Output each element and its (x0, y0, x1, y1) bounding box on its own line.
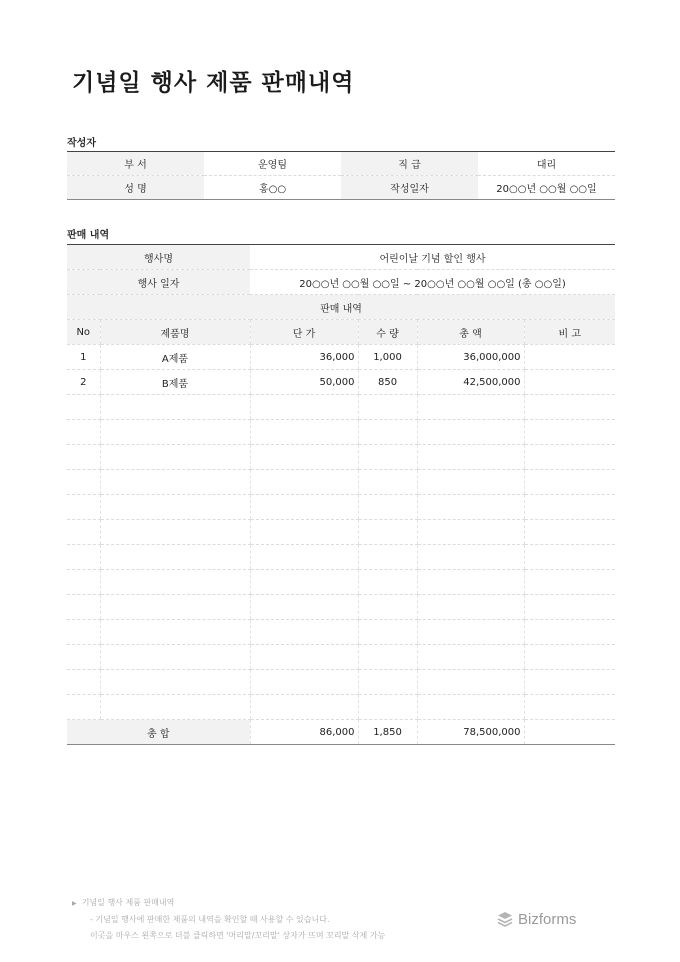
table-row (67, 670, 615, 695)
cell-unit-price (250, 445, 358, 470)
header-amount: 총 액 (417, 320, 524, 345)
cell-product (100, 570, 250, 595)
table-row (67, 620, 615, 645)
cell-note (524, 570, 615, 595)
table-row (67, 570, 615, 595)
cell-quantity (358, 520, 417, 545)
event-date-row (67, 270, 615, 295)
header-note: 비 고 (524, 320, 615, 345)
cell-product (100, 470, 250, 495)
cell-product (100, 620, 250, 645)
name-label: 성 명 (67, 176, 204, 200)
cell-amount (417, 545, 524, 570)
cell-product: B제품 (100, 370, 250, 395)
cell-product (100, 495, 250, 520)
cell-amount (417, 570, 524, 595)
cell-unit-price (250, 495, 358, 520)
cell-note (524, 420, 615, 445)
total-note (524, 720, 615, 745)
cell-product (100, 545, 250, 570)
cell-unit-price (250, 645, 358, 670)
cell-quantity (358, 695, 417, 720)
cell-amount: 42,500,000 (417, 370, 524, 395)
cell-amount (417, 445, 524, 470)
cell-no (67, 595, 100, 620)
cell-unit-price (250, 420, 358, 445)
footer-title: 기념일 행사 제품 판매내역 (81, 898, 175, 907)
header-quantity: 수 량 (358, 320, 417, 345)
cell-no (67, 645, 100, 670)
total-price: 86,000 (250, 720, 358, 745)
cell-quantity (358, 495, 417, 520)
cell-amount (417, 420, 524, 445)
cell-unit-price (250, 395, 358, 420)
cell-product (100, 645, 250, 670)
table-header-row (67, 320, 615, 345)
footer-hint: 이곳을 마우스 왼쪽으로 더블 클릭하면 '머리말/꼬리말' 상자가 뜨며 꼬리말 삭제 가능 (90, 931, 386, 940)
table-row (67, 445, 615, 470)
table-row (67, 645, 615, 670)
cell-quantity: 850 (358, 370, 417, 395)
cell-amount: 36,000,000 (417, 345, 524, 370)
cell-product (100, 395, 250, 420)
cell-quantity (358, 595, 417, 620)
cell-no (67, 695, 100, 720)
cell-note (524, 370, 615, 395)
cell-note (524, 595, 615, 620)
cell-amount (417, 645, 524, 670)
header-unit-price: 단 가 (250, 320, 358, 345)
cell-note (524, 695, 615, 720)
sales-caption: 판매 내역 (67, 295, 615, 320)
event-name-value: 어린이날 기념 할인 행사 (250, 245, 615, 270)
dept-value: 운영팀 (204, 152, 341, 176)
cell-no (67, 445, 100, 470)
cell-unit-price (250, 470, 358, 495)
cell-note (524, 395, 615, 420)
cell-product (100, 445, 250, 470)
cell-no (67, 545, 100, 570)
cell-amount (417, 470, 524, 495)
cell-note (524, 495, 615, 520)
cell-note (524, 345, 615, 370)
triangle-bullet-icon: ▶ (72, 900, 77, 907)
cell-note (524, 645, 615, 670)
cell-no (67, 670, 100, 695)
cell-no (67, 570, 100, 595)
page-title: 기념일 행사 제품 판매내역 (72, 70, 355, 96)
table-row (67, 695, 615, 720)
cell-quantity (358, 445, 417, 470)
cell-no (67, 520, 100, 545)
cell-unit-price (250, 520, 358, 545)
cell-quantity (358, 670, 417, 695)
table-row (67, 395, 615, 420)
write-date-value: 20○○년 ○○월 ○○일 (478, 176, 615, 200)
cell-unit-price (250, 620, 358, 645)
table-row (67, 470, 615, 495)
cell-product (100, 670, 250, 695)
name-value: 홍○○ (204, 176, 341, 200)
table-row (67, 370, 615, 395)
write-date-label: 작성일자 (341, 176, 478, 200)
bizforms-logo (496, 910, 576, 928)
table-row (67, 345, 615, 370)
cell-amount (417, 520, 524, 545)
cell-quantity (358, 620, 417, 645)
cell-note (524, 470, 615, 495)
cell-quantity (358, 420, 417, 445)
total-label: 총 합 (67, 720, 250, 745)
cell-no: 2 (67, 370, 100, 395)
cell-amount (417, 495, 524, 520)
cell-product (100, 520, 250, 545)
cell-product (100, 595, 250, 620)
event-name-label: 행사명 (67, 245, 250, 270)
total-amount: 78,500,000 (417, 720, 524, 745)
table-row (67, 495, 615, 520)
cell-quantity (358, 570, 417, 595)
cell-quantity (358, 645, 417, 670)
stacked-layers-icon (496, 910, 514, 928)
cell-no (67, 470, 100, 495)
cell-note (524, 445, 615, 470)
cell-unit-price: 50,000 (250, 370, 358, 395)
rank-value: 대리 (478, 152, 615, 176)
cell-note (524, 670, 615, 695)
table-row (67, 545, 615, 570)
cell-unit-price: 36,000 (250, 345, 358, 370)
cell-quantity: 1,000 (358, 345, 417, 370)
cell-unit-price (250, 695, 358, 720)
table-body (67, 345, 615, 720)
cell-quantity (358, 545, 417, 570)
cell-note (524, 620, 615, 645)
dept-label: 부 서 (67, 152, 204, 176)
total-qty: 1,850 (358, 720, 417, 745)
cell-no (67, 420, 100, 445)
sales-table (67, 244, 615, 745)
cell-amount (417, 395, 524, 420)
cell-note (524, 545, 615, 570)
cell-no (67, 495, 100, 520)
cell-no: 1 (67, 345, 100, 370)
cell-amount (417, 695, 524, 720)
sales-section-heading: 판매 내역 (67, 230, 110, 241)
logo-text: Bizforms (518, 910, 577, 928)
cell-product (100, 420, 250, 445)
cell-product (100, 695, 250, 720)
total-row (67, 720, 615, 745)
header-product: 제품명 (100, 320, 250, 345)
footer-desc: - 기념일 행사에 판매한 제품의 내역을 확인할 때 사용할 수 있습니다. (90, 915, 330, 924)
table-row (67, 520, 615, 545)
cell-quantity (358, 395, 417, 420)
cell-no (67, 620, 100, 645)
author-row-2 (67, 176, 615, 200)
author-row-1 (67, 152, 615, 176)
event-name-row (67, 245, 615, 270)
footer-note (72, 895, 385, 944)
cell-amount (417, 670, 524, 695)
cell-product: A제품 (100, 345, 250, 370)
cell-no (67, 395, 100, 420)
author-table (67, 151, 615, 200)
header-no: No (67, 320, 100, 345)
cell-quantity (358, 470, 417, 495)
cell-unit-price (250, 545, 358, 570)
sales-caption-row (67, 295, 615, 320)
cell-unit-price (250, 595, 358, 620)
event-date-label: 행사 일자 (67, 270, 250, 295)
table-row (67, 595, 615, 620)
cell-unit-price (250, 670, 358, 695)
cell-note (524, 520, 615, 545)
table-row (67, 420, 615, 445)
cell-unit-price (250, 570, 358, 595)
event-date-value: 20○○년 ○○월 ○○일 ~ 20○○년 ○○월 ○○일 (총 ○○일) (250, 270, 615, 295)
cell-amount (417, 595, 524, 620)
rank-label: 직 급 (341, 152, 478, 176)
cell-amount (417, 620, 524, 645)
author-section-heading: 작성자 (67, 138, 96, 149)
